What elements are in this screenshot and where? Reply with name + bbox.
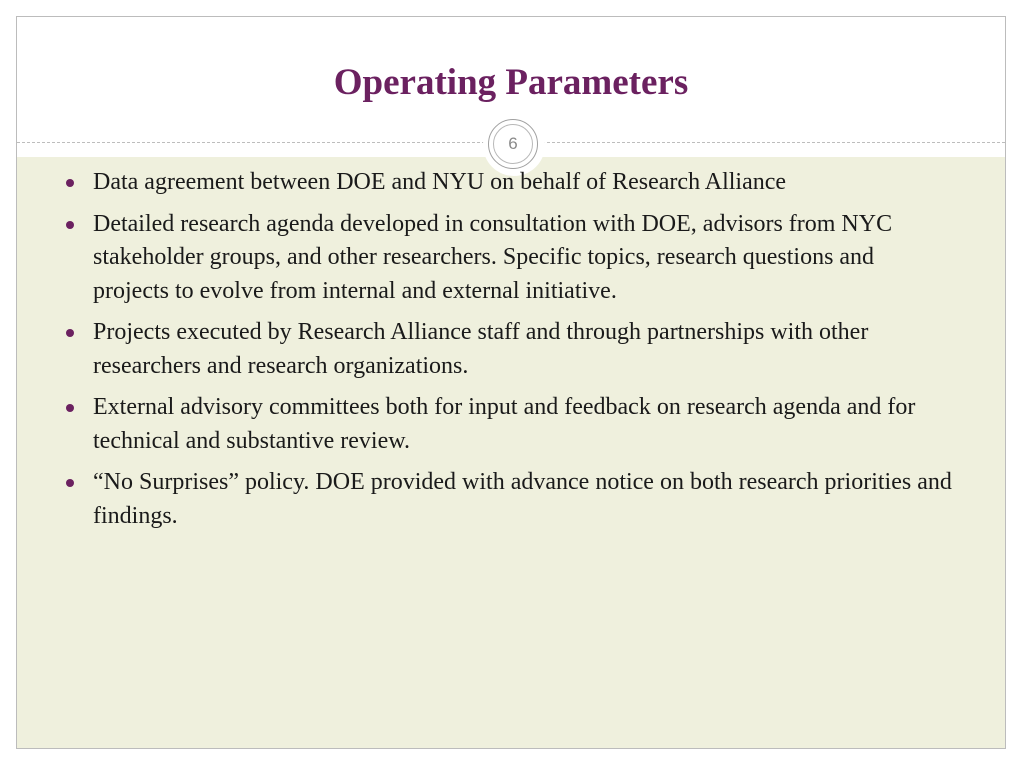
bullet-icon <box>66 329 74 337</box>
bullet-text: Projects executed by Research Alliance staff and through partnerships with other researchers and research organizations. <box>93 319 869 379</box>
bullet-icon <box>66 404 74 412</box>
bullet-item <box>66 208 956 309</box>
bullet-list <box>66 166 956 541</box>
bullet-item <box>66 391 956 458</box>
bullet-item <box>66 466 956 533</box>
bullet-text: “No Surprises” policy. DOE provided with advance notice on both research priorities and findings. <box>93 469 952 529</box>
bullet-text: Data agreement between DOE and NYU on behalf of Research Alliance <box>93 169 787 195</box>
bullet-icon <box>66 179 74 187</box>
page-number-ring <box>488 119 538 169</box>
bullet-icon <box>66 221 74 229</box>
bullet-item <box>66 316 956 383</box>
bullet-icon <box>66 479 74 487</box>
bullet-text: External advisory committees both for input and feedback on research agenda and for technical and substantive review. <box>93 394 916 454</box>
slide-title: Operating Parameters <box>333 62 689 103</box>
page-number: 6 <box>493 124 533 164</box>
bullet-text: Detailed research agenda developed in consultation with DOE, advisors from NYC stakeholder groups, and other researchers. Specific topics, research questions and projects to evolve from internal and external initiative. <box>93 210 893 304</box>
bullet-item <box>66 166 956 200</box>
